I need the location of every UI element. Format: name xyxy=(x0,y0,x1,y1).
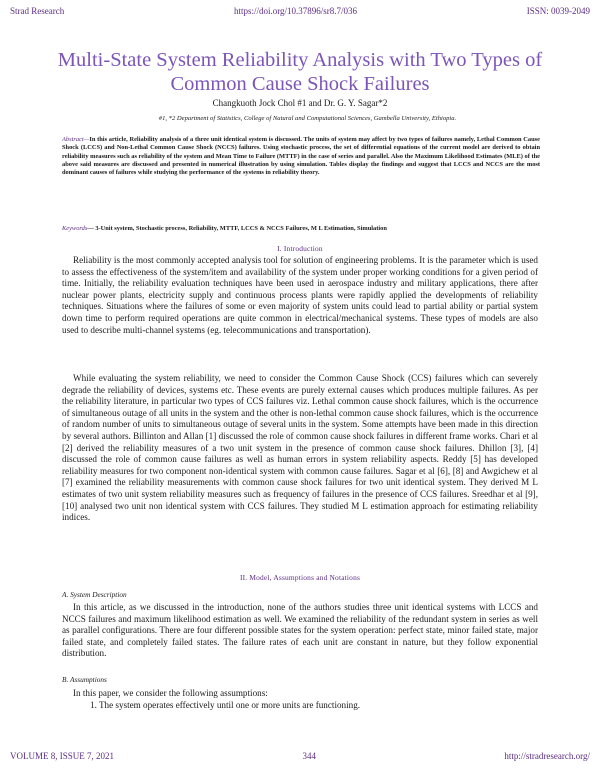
subsection-heading-assumptions: B. Assumptions xyxy=(62,675,107,684)
keywords xyxy=(62,225,540,232)
keywords-text: — 3-Unit system, Stochastic process, Reliability, MTTF, LCCS & NCCS Failures, M L Estimation, Simulation xyxy=(87,225,387,232)
authors: Changkuoth Jock Chol #1 and Dr. G. Y. Sagar*2 xyxy=(212,98,388,108)
paper-title: Multi-State System Reliability Analysis with Two Types of Common Cause Shock Failures xyxy=(57,49,543,95)
doi-link[interactable]: https://doi.org/10.37896/sr8.7/036 xyxy=(233,6,358,16)
section-heading-model: II. Model, Assumptions and Notations xyxy=(239,573,361,582)
abstract xyxy=(62,136,540,177)
page-header xyxy=(10,6,590,16)
paragraph: Reliability is the most commonly accepted analysis tool for solution of engineering problems. It is the parameter which is used to assess the effectiveness of the system/item and availability of the system under proper working conditions for a given period of time. Initially, the reliability evaluation techniques have been used in aerospace industry and military applications, there after nuclear power plants, electricity supply and continuous process plants were rapidly applied the developments of reliability techniques. Situations where the failures of some or even majority of system units could lead to partial ability or partial system down time to perform required operations are quite common in electrical/mechanical systems. These types of models are also used to describe multi-channel systems (eg. telecommunications and transportation). xyxy=(62,255,538,335)
journal-name: Strad Research xyxy=(10,6,65,16)
affiliation: #1, *2 Department of Statistics, College of Natural and Computational Sciences, Gambella University, Ethiopia. xyxy=(158,115,457,122)
paragraph: While evaluating the system reliability, we need to consider the Common Cause Shock (CCS) failures which can severely degrade the reliability of devices, systems etc. These events are purely external causes which produces multiple failures. As per the reliability literature, in particular two types of CCS failures viz. Lethal common cause shock failures, which is the occurrence of simultaneous outage of all units in the system and the other is non-lethal common cause shock failures, which is the occurrence of random number of units to simultaneous outage of several units in the system. Some attempts have been made in this direction by several authors. Billinton and Allan [1] discussed the role of common cause shock failures in different frame works. Chari et al [2] derived the reliability measures of a two unit system in the presence of common cause shock failures. Dhillon [3], [4] discussed the role of common cause failures as well as human errors in system reliability aspects. Reddy [5] has developed reliability measures for two component non-identical system with common cause failures. Sagar et al [6], [8] and Awgichew et al [7] examined the reliability measurements with common cause shock failures for two unit identical system. They derived M L estimates of two unit system reliability measures such as frequency of failures in the presence of CCS failures. Sreedhar et al [9], [10] analysed two unit non identical system with CCS failures. They studied M L estimation approach for estimating reliability indices. xyxy=(62,373,538,523)
abstract-text: In this article, Reliability analysis of a three unit identical system is discussed. The units of system may affect by two types of failures namely, Lethal Common Cause Shock (LCCS) and Non-Lethal Common Cause Shock (NCCS) failures. Using stochastic process, the set of differential equations of the current model are derived to obtain reliability measures such as reliability of the system and Mean Time to Failure (MTTF) in the case of series and parallel. Also the Maximum Likelihood Estimates (MLE) of the above said measures are discussed and presented in numerical illustration by using simulation. Tables display the findings and suggest that LCCS and NCCS are the most dominant causes of failures while studying the performance of the systems in reliability theory. xyxy=(62,136,540,177)
footer-url[interactable]: http://stradresearch.org/ xyxy=(504,751,590,761)
paragraph: In this paper, we consider the following assumptions: xyxy=(73,688,268,698)
page-number: 344 xyxy=(302,751,316,761)
subsection-heading-system-description: A. System Description xyxy=(62,590,127,599)
page-footer xyxy=(10,751,590,761)
abstract-lead: Abstract— xyxy=(62,136,90,143)
paragraph: In this article, as we discussed in the introduction, none of the authors studies three unit identical systems with LCCS and NCCS failures and maximum likelihood estimation as well. We examined the reliability of the redundant system in series as well as parallel configurations. There are four different possible states for the system operation: perfect state, minor failed state, major failed state, and completely failed states. The failure rates of each unit are constant in nature, but they follow exponential distribution. xyxy=(62,602,538,659)
volume-issue: VOLUME 8, ISSUE 7, 2021 xyxy=(10,751,115,761)
issn: ISSN: 0039-2049 xyxy=(526,6,590,16)
list-item: 1. The system operates effectively until one or more units are functioning. xyxy=(90,700,361,710)
keywords-lead: Keywords xyxy=(62,225,88,232)
section-heading-introduction: I. Introduction xyxy=(277,244,323,253)
